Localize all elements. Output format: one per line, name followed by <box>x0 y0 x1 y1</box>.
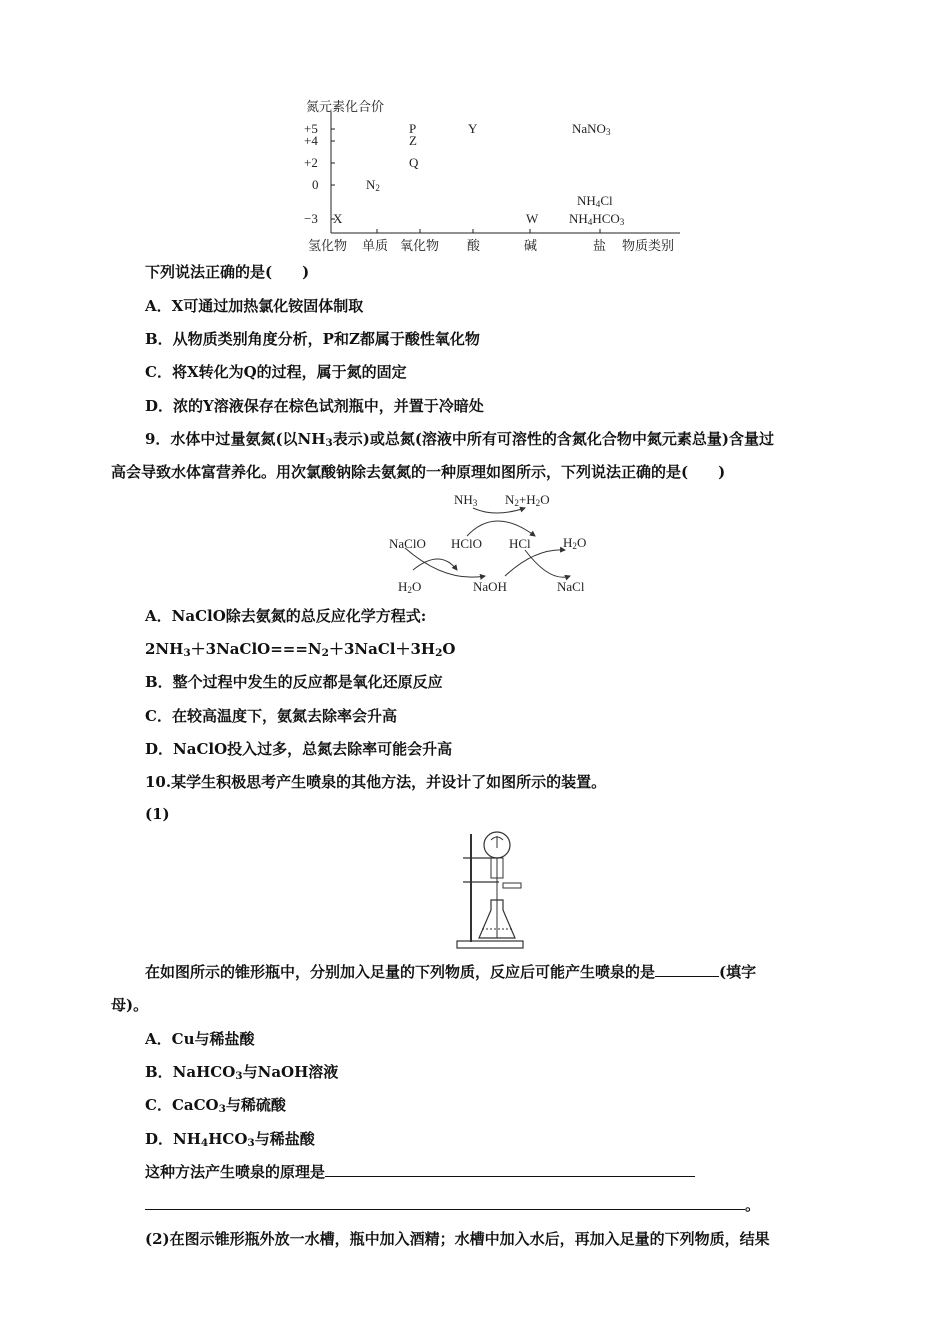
q10-desc-line1: 在如图所示的锥形瓶中，分别加入足量的下列物质，反应后可能产生喷泉的是 (填字 <box>145 963 757 981</box>
ytick-zero: 0 <box>312 177 319 192</box>
xcat-element: 单质 <box>362 238 389 253</box>
hclo-label: HClO <box>451 536 483 551</box>
point-Y: Y <box>468 121 478 136</box>
q10-desc-line2: 母)。 <box>111 996 149 1014</box>
point-Z: Z <box>409 133 417 148</box>
point-W: W <box>526 211 539 226</box>
q8-option-b: B．从物质类别角度分析，P和Z都属于酸性氧化物 <box>145 330 480 348</box>
q10-principle-line2: 。 <box>145 1195 760 1215</box>
ytick-minus3: −3 <box>304 211 318 226</box>
q8-stem: 下列说法正确的是( ) <box>145 263 310 281</box>
xcat-oxide: 氧化物 <box>400 238 440 253</box>
q9-equation: $2NH_3+3NaClO===N_2+3NaCl+3H_2O$ <box>145 640 456 659</box>
ytick-plus4: +4 <box>304 133 318 148</box>
q10-option-b: B．NaHCO$_3$与NaOH溶液 <box>145 1063 339 1082</box>
q8-option-c: C．将X转化为Q的过程，属于氮的固定 <box>145 363 407 381</box>
xcat-salt: 盐 <box>593 238 607 253</box>
q10-part1-label: (1) <box>145 805 170 823</box>
nitrogen-valence-chart <box>290 92 690 257</box>
q10-option-d: D．$NH_4HCO_3$与稀盐酸 <box>145 1130 315 1149</box>
naoh-label: NaOH <box>473 579 507 594</box>
q10-part2: (2)在图示锥形瓶外放一水槽，瓶中加入酒精；水槽中加入水后，再加入足量的下列物质，结果 <box>145 1230 770 1248</box>
n2-h2o-label: $N_2+H_2O$ <box>505 492 550 508</box>
answer-blank-1[interactable] <box>655 962 719 977</box>
q9-stem-line1: 9．水体中过量氨氮(以$NH_3$表示)或总氮(溶液中所有可溶性的含氮化合物中氮元素总量)含量过 <box>145 430 775 449</box>
q8-option-a: A．X可通过加热氯化铵固体制取 <box>145 297 364 315</box>
nh3-label: $NH_3$ <box>454 492 478 508</box>
fountain-apparatus <box>455 828 535 950</box>
point-NaNO3: NaNO$_3$ <box>572 121 611 137</box>
point-Q: Q <box>409 155 419 170</box>
q9-option-d: D．NaClO投入过多，总氮去除率可能会升高 <box>145 740 453 758</box>
point-X: X <box>333 211 343 226</box>
point-NH4HCO3: $NH_4HCO_3$ <box>569 211 625 227</box>
answer-blank-3[interactable] <box>145 1195 745 1210</box>
ytick-plus5: +5 <box>304 121 318 136</box>
q10-principle: 这种方法产生喷泉的原理是 <box>145 1162 695 1182</box>
q9-option-b: B．整个过程中发生的反应都是氧化还原反应 <box>145 673 443 691</box>
q10-stem: 10.某学生积极思考产生喷泉的其他方法，并设计了如图所示的装置。 <box>145 773 607 791</box>
answer-blank-2[interactable] <box>325 1162 695 1177</box>
h2o-bottom-label: $H_2O$ <box>398 579 422 595</box>
q9-option-c: C．在较高温度下，氨氮去除率会升高 <box>145 707 397 725</box>
q10-option-c: C．CaCO$_3$与稀硫酸 <box>145 1096 286 1115</box>
point-NH4Cl: $NH_4Cl$ <box>577 193 613 209</box>
point-N2: $N_2$ <box>366 177 380 193</box>
q9-option-a: A．NaClO除去氨氮的总反应化学方程式: <box>145 607 427 625</box>
point-P: P <box>409 121 417 136</box>
naclo-process-diagram <box>385 488 595 596</box>
xcat-base: 碱 <box>524 238 538 253</box>
nacl-label: NaCl <box>557 579 585 594</box>
h2o-top-label: $H_2O$ <box>563 535 587 551</box>
chart-axes <box>290 92 690 257</box>
ytick-plus2: +2 <box>304 155 318 170</box>
chart-ylabel: 氮元素化合价 <box>306 99 385 114</box>
naclo-label: NaClO <box>389 536 426 551</box>
hcl-label: HCl <box>509 536 531 551</box>
chart-xlabel: 物质类别 <box>622 238 675 253</box>
xcat-hydride: 氢化物 <box>308 238 348 253</box>
q8-option-d: D．浓的Y溶液保存在棕色试剂瓶中，并置于冷暗处 <box>145 397 484 415</box>
q10-option-a: A．Cu与稀盐酸 <box>145 1030 255 1048</box>
q9-stem-line2: 高会导致水体富营养化。用次氯酸钠除去氨氮的一种原理如图所示，下列说法正确的是( ) <box>111 463 726 481</box>
xcat-acid: 酸 <box>467 238 481 253</box>
